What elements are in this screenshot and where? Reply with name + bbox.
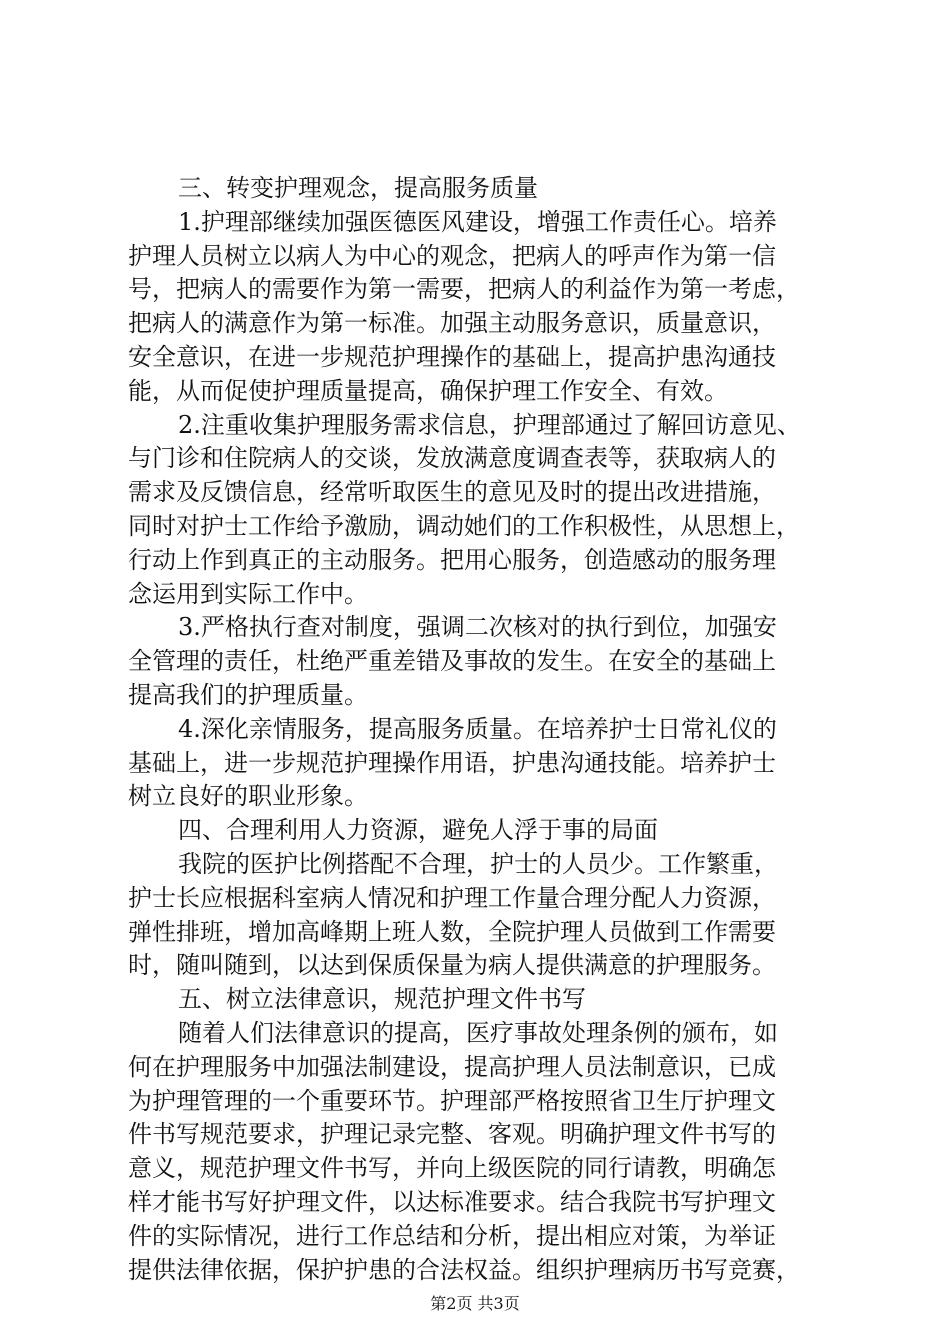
paragraph-line: 安全意识，在进一步规范护理操作的基础上，提高护患沟通技: [128, 342, 776, 371]
paragraph-line: 时，随叫随到，以达到保质保量为病人提供满意的护理服务。: [128, 951, 776, 980]
paragraph-line: 我院的医护比例搭配不合理，护士的人员少。工作繁重，: [178, 849, 778, 878]
paragraph-line: 念运用到实际工作中。: [128, 579, 368, 608]
paragraph-line: 件的实际情况，进行工作总结和分析，提出相应对策，为举证: [128, 1221, 776, 1250]
paragraph-line: 能，从而促使护理质量提高，确保护理工作安全、有效。: [128, 376, 728, 405]
paragraph-line: 随着人们法律意识的提高，医疗事故处理条例的颁布，如: [178, 1018, 778, 1047]
paragraph-line: 弹性排班，增加高峰期上班人数，全院护理人员做到工作需要: [128, 917, 776, 946]
paragraph-line: 2.注重收集护理服务需求信息，护理部通过了解回访意见、: [178, 410, 801, 439]
paragraph-line: 意义，规范护理文件书写，并向上级医院的同行请教，明确怎: [128, 1154, 776, 1183]
paragraph-line: 护理人员树立以病人为中心的观念，把病人的呼声作为第一信: [128, 241, 776, 270]
page-number-footer: 第2页 共3页: [430, 1294, 520, 1313]
paragraph-line: 全管理的责任，杜绝严重差错及事故的发生。在安全的基础上: [128, 647, 776, 676]
paragraph-line: 提供法律依据，保护护患的合法权益。组织护理病历书写竞赛，: [128, 1255, 800, 1284]
paragraph-line: 件书写规范要求，护理记录完整、客观。明确护理文件书写的: [128, 1120, 776, 1149]
paragraph-line: 树立良好的职业形象。: [128, 782, 368, 811]
paragraph-line: 把病人的满意作为第一标准。加强主动服务意识，质量意识，: [128, 309, 776, 338]
paragraph-line: 行动上作到真正的主动服务。把用心服务，创造感动的服务理: [128, 545, 776, 574]
paragraph-line: 同时对护士工作给予激励，调动她们的工作积极性，从思想上，: [128, 511, 800, 540]
paragraph-line: 何在护理服务中加强法制建设，提高护理人员法制意识，已成: [128, 1052, 776, 1081]
paragraph-line: 需求及反馈信息，经常听取医生的意见及时的提出改进措施，: [128, 478, 776, 507]
section-heading-4: 四、合理利用人力资源，避免人浮于事的局面: [178, 816, 658, 845]
section-heading-5: 五、树立法律意识，规范护理文件书写: [178, 985, 586, 1014]
paragraph-line: 与门诊和住院病人的交谈，发放满意度调查表等，获取病人的: [128, 444, 776, 473]
paragraph-line: 样才能书写好护理文件，以达标准要求。结合我院书写护理文: [128, 1187, 776, 1216]
paragraph-line: 基础上，进一步规范护理操作用语，护患沟通技能。培养护士: [128, 748, 776, 777]
paragraph-line: 为护理管理的一个重要环节。护理部严格按照省卫生厅护理文: [128, 1086, 776, 1115]
paragraph-line: 提高我们的护理质量。: [128, 680, 368, 709]
paragraph-line: 护士长应根据科室病人情况和护理工作量合理分配人力资源，: [128, 883, 776, 912]
section-heading-3: 三、转变护理观念，提高服务质量: [178, 174, 538, 202]
paragraph-line: 1.护理部继续加强医德医风建设，增强工作责任心。培养: [178, 207, 777, 236]
paragraph-line: 号，把病人的需要作为第一需要，把病人的利益作为第一考虑，: [128, 275, 800, 304]
paragraph-line: 3.严格执行查对制度，强调二次核对的执行到位，加强安: [178, 613, 777, 642]
document-body: [128, 172, 836, 1287]
paragraph-line: 4.深化亲情服务，提高服务质量。在培养护士日常礼仪的: [178, 714, 777, 743]
